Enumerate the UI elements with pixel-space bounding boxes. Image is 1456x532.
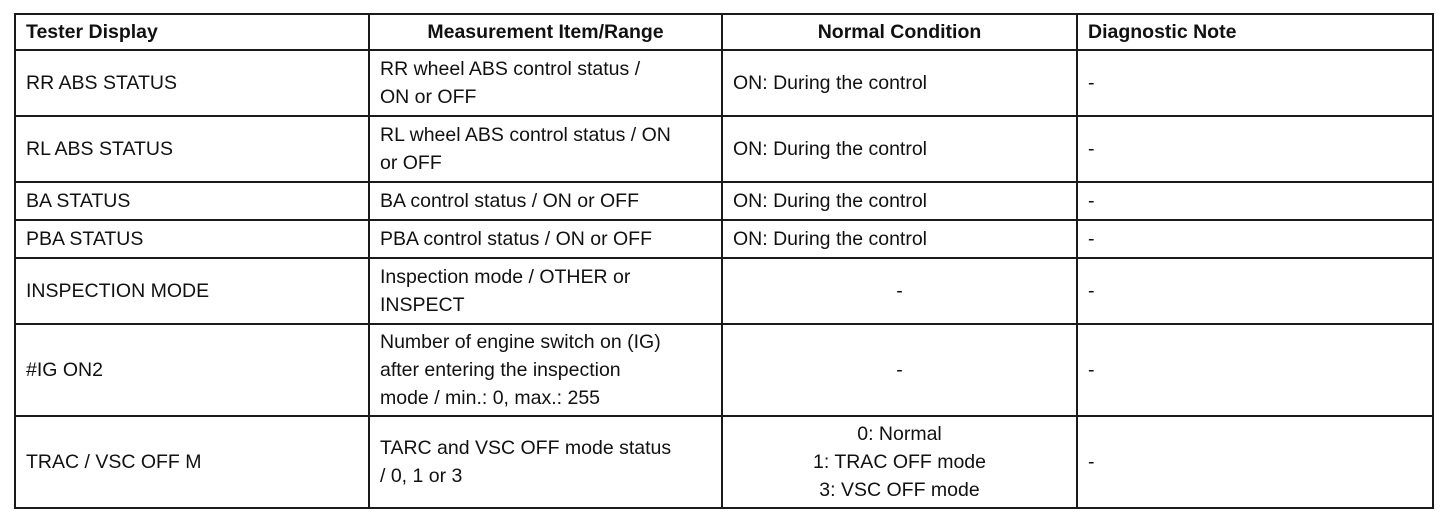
- normal-line: -: [896, 280, 903, 302]
- data-list-table: [14, 13, 1434, 509]
- normal-line: 1: TRAC OFF mode: [812, 451, 986, 473]
- tester-display-cell: BA STATUS: [15, 182, 369, 220]
- diagnostic-note-cell: -: [1077, 324, 1433, 416]
- diagnostic-note-cell: -: [1077, 50, 1433, 116]
- range-line: after entering the inspection: [380, 359, 621, 381]
- normal-line: -: [896, 359, 903, 381]
- diagnostic-note-cell: -: [1077, 182, 1433, 220]
- table-row: [15, 182, 1433, 220]
- table-row: [15, 324, 1433, 416]
- header-measurement-item-range: Measurement Item/Range: [369, 14, 722, 50]
- range-line: RR wheel ABS control status /: [380, 58, 641, 80]
- range-line: TARC and VSC OFF mode status: [380, 437, 672, 459]
- normal-condition-cell: [722, 182, 1077, 220]
- normal-line: ON: During the control: [733, 72, 928, 94]
- tester-display-cell: PBA STATUS: [15, 220, 369, 258]
- range-line: Number of engine switch on (IG): [380, 331, 661, 353]
- measurement-range-cell: [369, 324, 722, 416]
- diagnostic-note-cell: -: [1077, 220, 1433, 258]
- range-line: RL wheel ABS control status / ON: [380, 124, 671, 146]
- tester-display-cell: #IG ON2: [15, 324, 369, 416]
- range-line: Inspection mode / OTHER or: [380, 266, 631, 288]
- measurement-range-cell: [369, 50, 722, 116]
- normal-condition-cell: [722, 220, 1077, 258]
- table-row: [15, 50, 1433, 116]
- normal-line: ON: During the control: [733, 228, 928, 250]
- normal-line: ON: During the control: [733, 190, 928, 212]
- measurement-range-cell: [369, 416, 722, 508]
- normal-line: ON: During the control: [733, 138, 928, 160]
- header-diagnostic-note: Diagnostic Note: [1077, 14, 1433, 50]
- tester-display-cell: RL ABS STATUS: [15, 116, 369, 182]
- table-row: [15, 220, 1433, 258]
- tester-display-cell: RR ABS STATUS: [15, 50, 369, 116]
- normal-condition-cell: [722, 258, 1077, 324]
- diagnostic-note-cell: -: [1077, 416, 1433, 508]
- range-line: ON or OFF: [380, 86, 477, 108]
- diagnostic-note-cell: -: [1077, 258, 1433, 324]
- table-header-row: [15, 14, 1433, 50]
- range-line: INSPECT: [380, 294, 465, 316]
- range-line: / 0, 1 or 3: [380, 465, 463, 487]
- tester-display-cell: INSPECTION MODE: [15, 258, 369, 324]
- table-row: [15, 416, 1433, 508]
- normal-condition-cell: [722, 50, 1077, 116]
- range-line: mode / min.: 0, max.: 255: [380, 387, 601, 409]
- normal-line: 0: Normal: [857, 423, 942, 445]
- header-normal-condition: Normal Condition: [722, 14, 1077, 50]
- diagnostic-note-cell: -: [1077, 116, 1433, 182]
- normal-condition-cell: [722, 116, 1077, 182]
- tester-display-cell: TRAC / VSC OFF M: [15, 416, 369, 508]
- table-row: [15, 258, 1433, 324]
- normal-condition-cell: [722, 324, 1077, 416]
- measurement-range-cell: [369, 116, 722, 182]
- normal-line: 3: VSC OFF mode: [819, 479, 980, 501]
- measurement-range-cell: [369, 258, 722, 324]
- measurement-range-cell: [369, 220, 722, 258]
- measurement-range-cell: [369, 182, 722, 220]
- table-row: [15, 116, 1433, 182]
- range-line: PBA control status / ON or OFF: [380, 228, 653, 250]
- range-line: or OFF: [380, 152, 442, 174]
- range-line: BA control status / ON or OFF: [380, 190, 639, 212]
- normal-condition-cell: [722, 416, 1077, 508]
- header-tester-display: Tester Display: [15, 14, 369, 50]
